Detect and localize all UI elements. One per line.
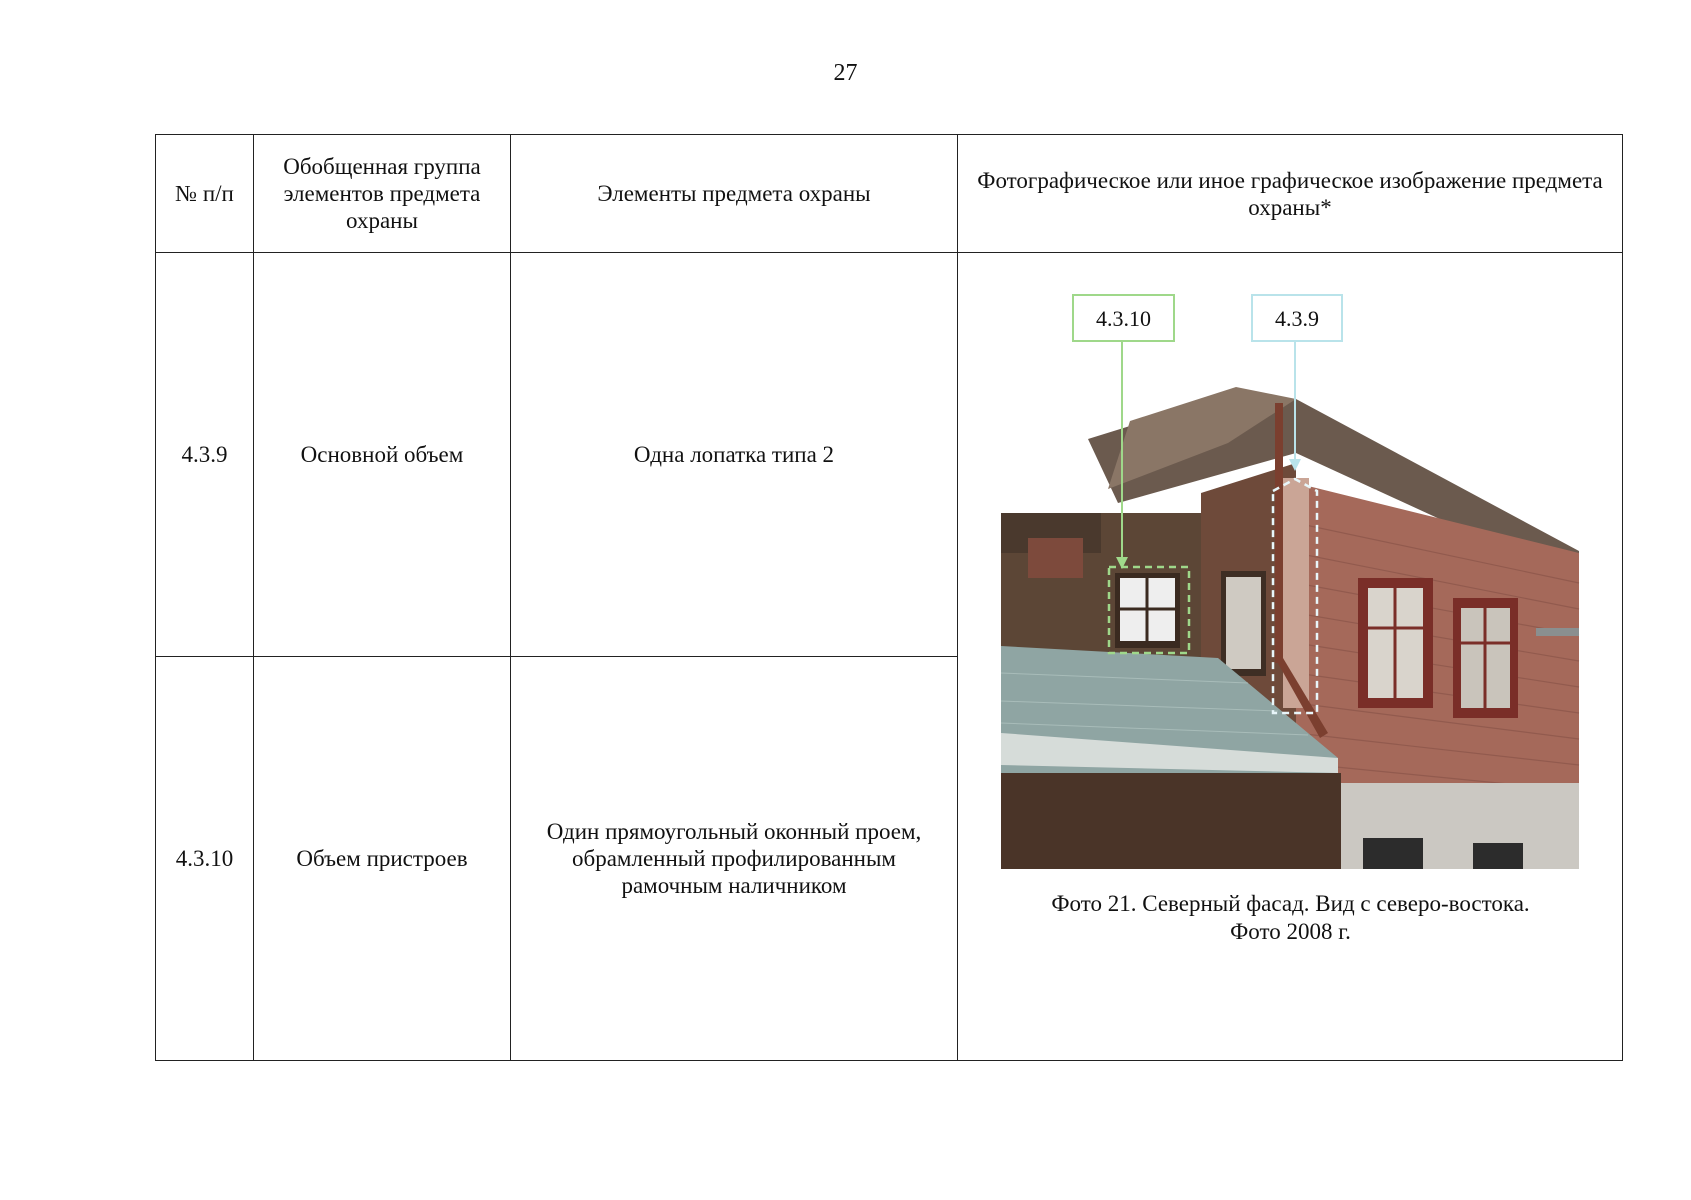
header-image: Фотографическое или иное графическое изображение предмета охраны* (958, 135, 1623, 253)
table-row (156, 253, 1623, 657)
header-num: № п/п (156, 135, 254, 253)
row-num: 4.3.9 (156, 253, 254, 657)
row-group: Основной объем (254, 253, 511, 657)
header-elements: Элементы предмета охраны (511, 135, 958, 253)
row-elements: Одна лопатка типа 2 (511, 253, 958, 657)
photo-cell (958, 253, 1623, 1061)
table-header-row (156, 135, 1623, 253)
callout-label-4-3-9: 4.3.9 (1251, 294, 1343, 342)
photo-caption-line: Фото 21. Северный фасад. Вид с северо-востока. (1051, 891, 1530, 916)
page-number: 27 (833, 60, 858, 86)
photo-figure (958, 253, 1623, 1058)
row-num: 4.3.10 (156, 657, 254, 1061)
photo-caption-line: Фото 2008 г. (1230, 919, 1351, 944)
photo-caption (958, 890, 1623, 946)
row-elements: Один прямоугольный оконный проем, обрамленный профилированным рамочным наличником (511, 657, 958, 1061)
row-group: Объем пристроев (254, 657, 511, 1061)
callout-label-4-3-10: 4.3.10 (1072, 294, 1175, 342)
header-group: Обобщенная группа элементов предмета охраны (254, 135, 511, 253)
protection-table (155, 134, 1623, 1061)
